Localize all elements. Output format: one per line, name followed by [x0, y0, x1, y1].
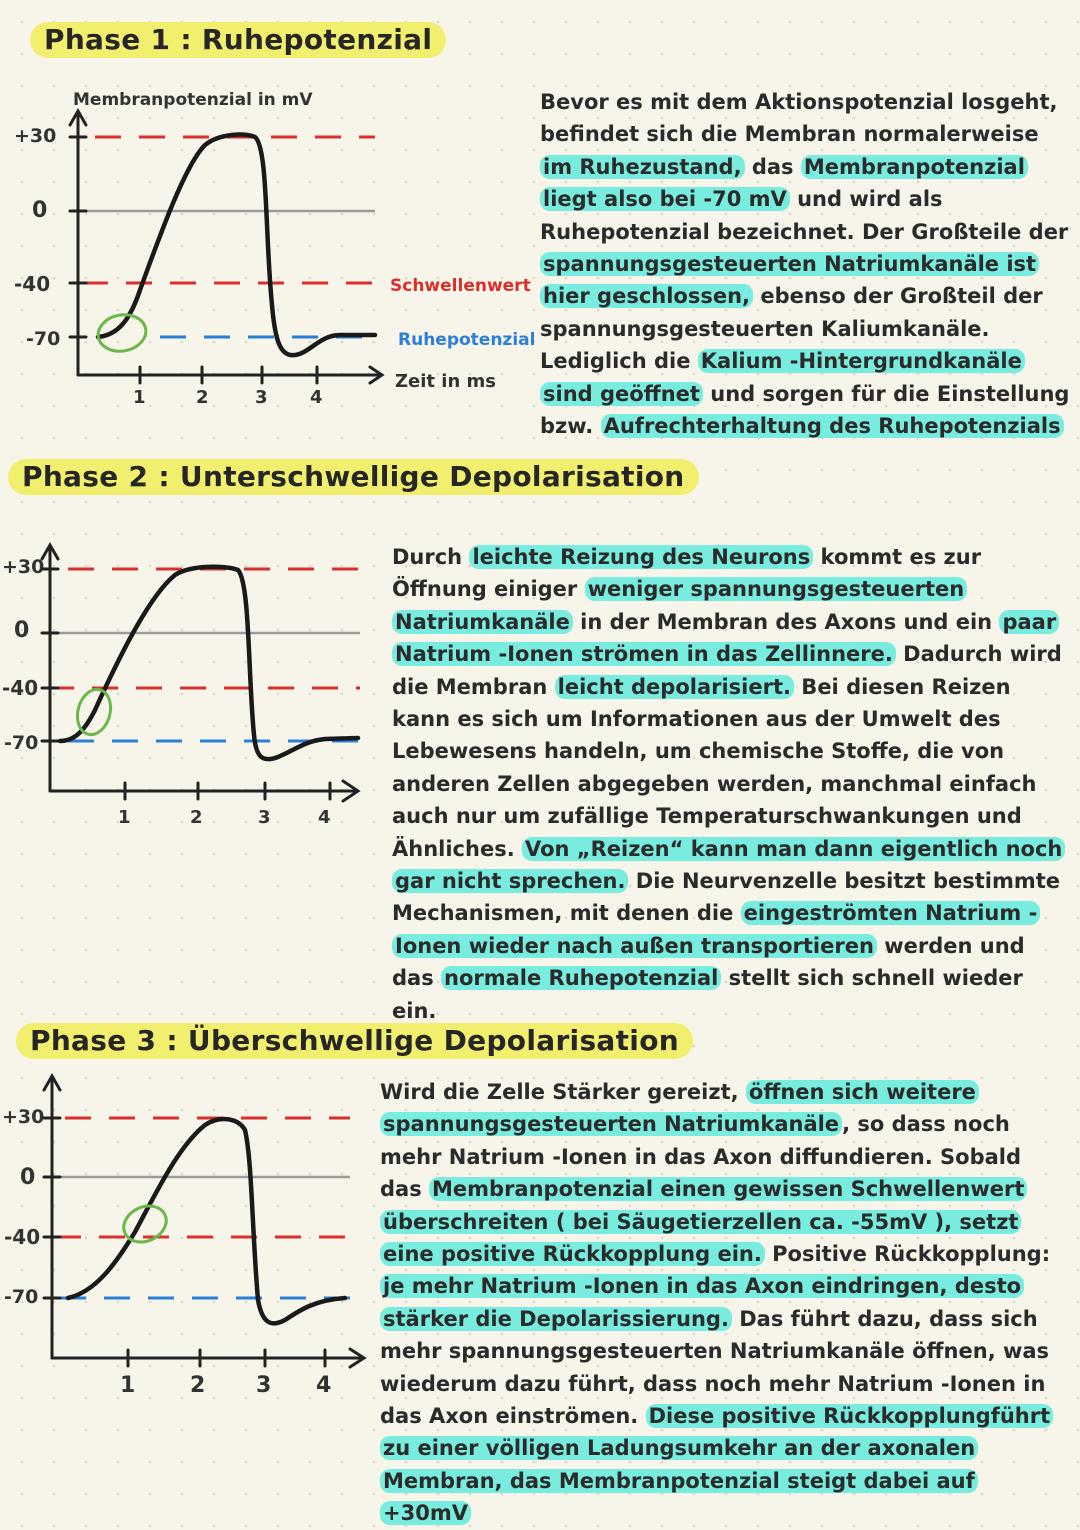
x-tick-4: 4 [310, 387, 323, 408]
tick-0: 0 [14, 618, 30, 643]
phase-3-graph [0, 1070, 380, 1410]
tick-minus40: -40 [14, 272, 51, 296]
phase-1-title: Phase 1 : Ruhepotenzial [30, 22, 446, 58]
x-tick-2: 2 [196, 387, 209, 408]
x-tick-1: 1 [133, 387, 146, 408]
phase-1-text: Bevor es mit dem Aktionspotenzial losgeht, befindet sich die Membran normalerweise im Ruhezustand, das Membranpotenzial liegt also bei -70 mV und wird als Ruhepotenzial bezeichnet. Der Großteile der spannungsgesteuerten Natriumkanäle ist hier geschlossen, ebenso der Großteil der spannungsgesteuerten Kaliumkanäle. Lediglich die Kalium -Hintergrundkanäle sind geöffnet und sorgen für die Einstellung bzw. Aufrechterhaltung des Ruhepotenzials [540, 90, 1070, 439]
x-tick-2: 2 [190, 1373, 206, 1398]
phase-2-text: Durch leichte Reizung des Neurons kommt es zur Öffnung einiger weniger spannungsgesteuerten Natriumkanäle in der Membran des Axons und ein paar Natrium -Ionen strömen in das Zellinnere. Dadurch wird die Membran leicht depolarisiert. Bei diesen Reizen kann es sich um Informationen aus der Umwelt des Lebewesens handeln, um chemische Stoffe, die von anderen Zellen abgegeben werden, manchmal einfach auch nur um zufällige Temperaturschwankungen und Ähnliches. Von „Reizen“ kann man dann eigentlich noch gar nicht sprechen. Die Neurvenzelle besitzt bestimmte Mechanismen, mit denen die eingeströmten Natrium -Ionen wieder nach außen transportieren werden und das normale Ruhepotenzial stellt sich schnell wieder ein. [392, 541, 1072, 1027]
y-axis [70, 111, 86, 375]
x-tick-3: 3 [256, 1373, 272, 1398]
x-axis [78, 367, 382, 383]
tick-0: 0 [32, 198, 48, 223]
tick-minus70: -70 [4, 732, 39, 754]
action-potential-curve [60, 567, 358, 759]
x-axis-title: Zeit in ms [395, 371, 497, 392]
resting-label: Ruhepotenzial [398, 330, 536, 350]
action-potential-curve [98, 135, 375, 356]
x-tick-2: 2 [190, 807, 203, 828]
y-axis [42, 545, 58, 791]
threshold-label: Schwellenwert [390, 276, 531, 296]
tick-0: 0 [20, 1165, 36, 1190]
phase-2-title: Phase 2 : Unterschwellige Depolarisation [8, 459, 699, 495]
x-axis [50, 781, 358, 801]
x-tick-4: 4 [316, 1373, 332, 1398]
x-tick-1: 1 [120, 1373, 136, 1398]
phase-3-text: Wird die Zelle Stärker gereizt, öffnen sich weitere spannungsgesteuerten Natriumkanäle , so dass noch mehr Natrium -Ionen in das Axon diffundieren. Sobald das Membranpotenzial einen gewissen Schwellenwert überschreiten ( bei Säugetierzellen ca. -55mV ), setzt eine positive Rückkopplung ein. Positive Rückkopplung: je mehr Natrium -Ionen in das Axon eindringen, desto stärker die Depolarissierung. Das führt dazu, dass sich mehr spannungsgesteuerten Natriumkanäle öffnen, was wiederum dazu führt, dass noch mehr Natrium -Ionen in das Axon einströmen. Diese positive Rückkopplungführt zu einer völligen Ladungsumkehr an der axonalen Membran, das Membranpotenzial steigt dabei auf +30mV [380, 1076, 1060, 1530]
circle-marker [118, 1199, 172, 1248]
tick-minus70: -70 [26, 328, 61, 350]
y-axis-title: Membranpotenzial in mV [73, 90, 313, 110]
tick-plus30: +30 [2, 1106, 45, 1128]
x-tick-4: 4 [318, 807, 331, 828]
phase-1-graph [10, 85, 536, 415]
tick-minus40: -40 [2, 676, 39, 700]
tick-plus30: +30 [2, 556, 45, 578]
x-tick-1: 1 [118, 807, 131, 828]
phase-2-graph [0, 535, 380, 835]
x-tick-3: 3 [258, 807, 271, 828]
x-tick-3: 3 [255, 387, 268, 408]
x-axis [52, 1349, 364, 1367]
circle-marker [95, 311, 149, 355]
tick-minus40: -40 [4, 1225, 41, 1249]
tick-plus30: +30 [14, 125, 57, 147]
tick-minus70: -70 [4, 1286, 39, 1308]
action-potential-curve [68, 1119, 345, 1323]
phase-3-title: Phase 3 : Überschwellige Depolarisation [16, 1023, 693, 1059]
